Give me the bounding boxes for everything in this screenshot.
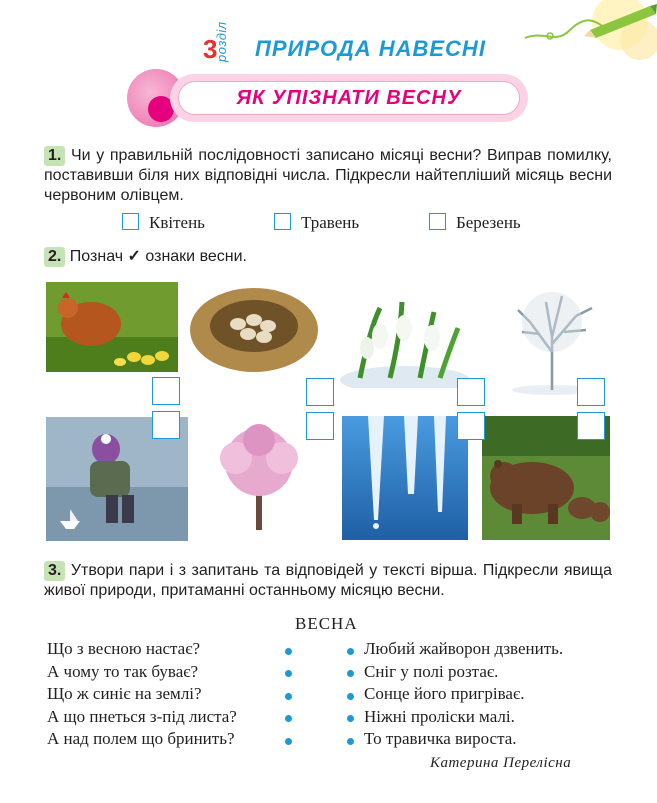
section-number: 3: [203, 34, 218, 64]
poem-questions: [47, 638, 237, 751]
poem-answer: Любий жайворон дзвенить.: [364, 639, 564, 658]
photo-checkbox-hen[interactable]: [152, 377, 180, 405]
task-2-text-before: Познач: [69, 248, 124, 265]
photo-checkbox-snowdrops[interactable]: [457, 378, 485, 406]
poem-author: Катерина Перелісна: [430, 755, 572, 771]
photo-checkbox-nest[interactable]: [306, 378, 334, 406]
photo-checkbox-bear[interactable]: [577, 412, 605, 440]
month-checkbox[interactable]: [274, 213, 291, 230]
task-3-text: Утвори пари і з запитань та відповідей у тексті вірша. Підкресли явища живої природи, притаманні останньому місяцю весни.: [44, 562, 612, 599]
photo-checkbox-blossom[interactable]: [306, 412, 334, 440]
task-3-number: 3.: [44, 561, 65, 581]
photo-hen-with-chicks: [46, 282, 178, 372]
match-dot-left[interactable]: [285, 648, 292, 655]
task-2-number: 2.: [44, 247, 65, 267]
month-option-3[interactable]: [429, 213, 521, 233]
task-2: [44, 247, 612, 267]
poem-answer: Сонце його пригріває.: [364, 684, 525, 703]
poem-answer: Ніжні проліски малі.: [364, 706, 515, 726]
photo-icicles: [342, 416, 468, 540]
photo-snowdrops: [340, 288, 470, 388]
month-checkbox[interactable]: [122, 213, 139, 230]
match-dot-right[interactable]: [347, 738, 354, 745]
photo-checkbox-icicles[interactable]: [457, 412, 485, 440]
poem-answer: То травичка вироста.: [364, 729, 517, 748]
photo-checkbox-child[interactable]: [152, 411, 180, 439]
check-mark-icon: ✓: [127, 248, 141, 265]
poem-question: А чому то так буває?: [47, 661, 199, 681]
photo-nest-with-eggs: [186, 282, 324, 376]
task-2-text-after: ознаки весни.: [145, 248, 247, 265]
match-dot-right[interactable]: [347, 715, 354, 722]
photo-blossoming-tree: [206, 418, 312, 534]
poem-title: ВЕСНА: [295, 614, 358, 633]
poem-answer: Сніг у полі розтає.: [364, 661, 499, 681]
section-title: ПРИРОДА НАВЕСНІ: [255, 36, 486, 61]
match-dot-left[interactable]: [285, 715, 292, 722]
photo-checkbox-frosted-tree[interactable]: [577, 378, 605, 406]
poem-question: А над полем що бринить?: [47, 729, 235, 748]
task-1-number: 1.: [44, 146, 65, 166]
topic-title: ЯК УПІЗНАТИ ВЕСНУ: [178, 81, 520, 115]
month-label: Квітень: [149, 213, 205, 232]
pencil-decoration-icon: [520, 0, 657, 60]
match-dot-left[interactable]: [285, 670, 292, 677]
month-checkbox[interactable]: [429, 213, 446, 230]
match-dot-right[interactable]: [347, 648, 354, 655]
match-dot-left[interactable]: [285, 738, 292, 745]
task-1-text: Чи у правильній послідовності записано місяці весни? Виправ помилку, поставивши біля них відповідні числа. Підкресли найтепліший місяць весни червоним олівцем.: [44, 147, 612, 204]
match-dot-right[interactable]: [347, 670, 354, 677]
poem-question: А що пнеться з-під листа?: [47, 706, 237, 726]
poem-question: Що з весною настає?: [47, 639, 201, 658]
month-option-2[interactable]: [274, 213, 359, 233]
task-1: [44, 146, 612, 206]
match-dot-left[interactable]: [285, 693, 292, 700]
month-label: Березень: [456, 213, 521, 232]
match-dot-right[interactable]: [347, 693, 354, 700]
poem-answers: [364, 638, 563, 751]
month-label: Травень: [301, 213, 360, 232]
task-3: [44, 561, 612, 601]
poem-question: Що ж синіє на землі?: [47, 684, 202, 703]
month-option-1[interactable]: [122, 213, 205, 233]
section-label: розділ: [214, 21, 229, 62]
